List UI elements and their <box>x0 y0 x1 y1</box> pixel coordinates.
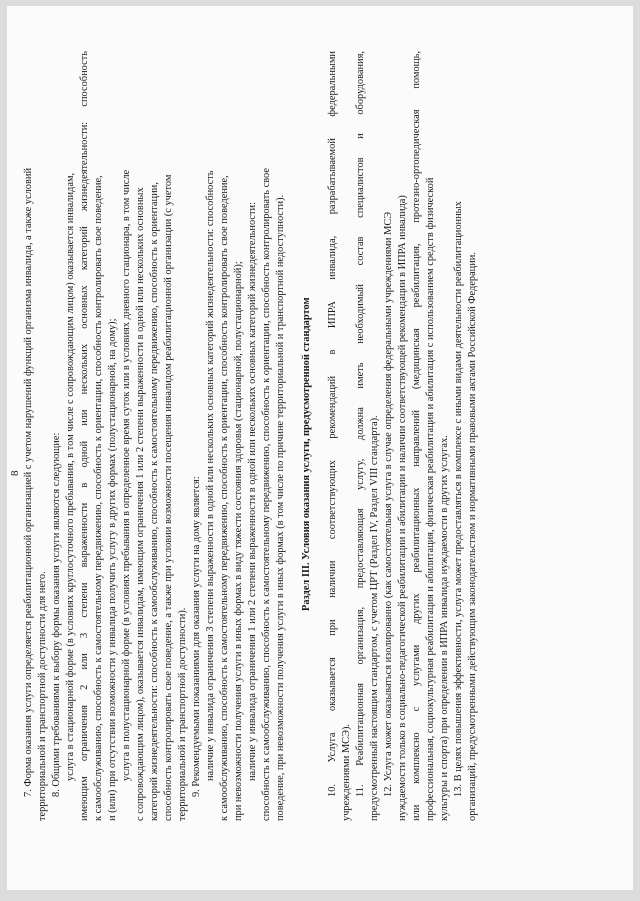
text-line: поведение, при невозможности получения услуги в иных формах (в том числе по причине территориальной и транспортной недоступности). <box>275 194 286 821</box>
text-line: категорий жизнедеятельности: способность к самообслуживанию, способность к самостоятельному передвижению, способность к ориентации, <box>149 182 160 821</box>
text-line: наличие у инвалида ограничения 3 степени выраженности в одной или нескольких основных категорий жизнедеятельности: способность <box>205 170 216 781</box>
text-line: с сопровождающим лицом), оказывается инвалидам, имеющим ограничения 1 или 2 степени выраженности в одной или нескольких основных <box>135 187 146 821</box>
text-line: территориальной и транспортной доступности). <box>177 607 188 821</box>
text-line: нуждаемости только в социально-педагогической реабилитации и абилитации и наличии соответствующей рекомендации в ИПРА инвалида) <box>397 195 408 821</box>
text-line: услуга в стационарной форме (в условиях круглосуточного пребывания, в том числе с сопровождающим лицом) оказывается инвалидам, <box>65 172 76 781</box>
text-line: организаций, предусмотренными действующим законодательством и нормативными правовыми актами Российской Федерации. <box>467 252 478 821</box>
text-line: территориальной и транспортной доступности для него. <box>37 571 48 821</box>
text-line: 12. Услуга может оказываться изолированно (как самостоятельная услуга в случае определения федеральными учреждениями МСЭ <box>383 211 394 797</box>
text-line: учреждениями МСЭ). <box>341 723 352 821</box>
text-line: 8. Общими требованиями к выбору формы оказания услуги являются следующие: <box>51 432 62 797</box>
text-line: 11. Реабилитационная организация, предоставляющая услугу, должна иметь необходимый состав специалистов и оборудования, <box>355 51 366 797</box>
text-line: 9. Рекомендуемыми показаниями для оказания услуги на дому является: <box>191 476 202 797</box>
text-line: при невозможности получения услуги в иных формах в виду тяжести состояния здоровья (стационарной, полустационарной); <box>233 261 244 821</box>
text-line: услуга в полустационарной форме (в условиях пребывания в определенное время суток или в условиях дневного стационара, в том числе <box>121 169 132 781</box>
text-line: 13. В целях повышения эффективности, услуга может предоставляться в комплексе с иными видами деятельности реабилитационных <box>453 201 464 797</box>
text-line: имеющим ограничения 2 или 3 степени выраженности в одной или нескольких основных категорий жизнедеятельности: способность <box>79 51 90 821</box>
rotated-content <box>7 6 640 901</box>
page-number: 8 <box>9 470 21 476</box>
text-line: 7. Форма оказания услуги определяется реабилитационной организацией с учетом нарушений функций организма инвалида, а также условий <box>23 167 34 797</box>
text-line: способность контролировать свое поведение, а также при условии возможности посещения инвалидом реабилитационной организации (с учетом <box>163 174 174 821</box>
section-heading: Раздел III. Условия оказания услуги, предусмотренной стандартом <box>301 297 312 611</box>
text-line: способность к самообслуживанию, способность к самостоятельному передвижению, способность к ориентации, способность контролировать свое <box>261 168 272 821</box>
text-line: или комплексно с услугами других реабилитационных направлений (медицинская реабилитация, протезно-ортопедическая помощь, <box>411 51 422 821</box>
text-line: профессиональная, социокультурная реабилитация и абилитация, физическая реабилитация и абилитация с использованием средств физической <box>425 177 436 821</box>
document-page <box>7 6 633 890</box>
text-line: к самообслуживанию, способность к самостоятельному передвижению, способность к ориентации, способность контролировать свое поведение, <box>93 175 104 821</box>
text-line: и (или) при отсутствии возможности у инвалида получить услугу в других формах (полустационарной, на дому); <box>107 318 118 821</box>
text-line: предусмотренный настоящим стандартом, с учетом ЦРТ (Раздел IV, Раздел VIII стандарта). <box>369 415 380 821</box>
text-line: наличие у инвалида ограничения 1 или 2 степени выраженности в одной или нескольких основных категорий жизнедеятельности: <box>247 202 258 781</box>
text-line: к самообслуживанию, способность к самостоятельному передвижению, способность к ориентации, способность контролировать свое поведение, <box>219 175 230 821</box>
text-line: культуры и спорта) при определении в ИПРА инвалида нуждаемости в других услугах. <box>439 435 450 821</box>
text-line: 10. Услуга оказывается при наличии соответствующих рекомендаций в ИПРА инвалида, разрабатываемой федеральными <box>327 51 338 797</box>
